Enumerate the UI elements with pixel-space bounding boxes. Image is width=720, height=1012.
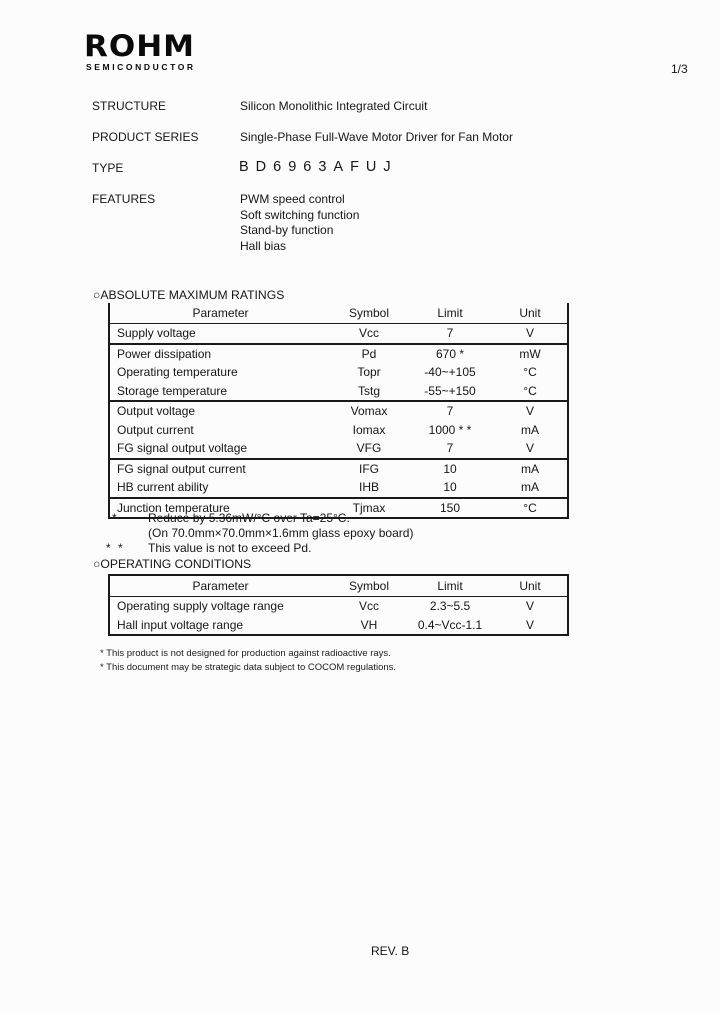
- cell-limit: 7: [407, 439, 493, 459]
- field-label-type: TYPE: [92, 161, 124, 175]
- cell-parameter: Operating supply voltage range: [117, 599, 284, 614]
- cell-unit: V: [493, 439, 568, 459]
- table-row: [109, 344, 568, 364]
- column-header-parameter: Parameter: [109, 303, 331, 324]
- section-title-operating-conditions: ○OPERATING CONDITIONS: [93, 557, 252, 571]
- note-text-derating: Reduce by 5.36mW/°C over Ta=25°C.: [148, 511, 350, 525]
- note-marker-double-asterisk: * *: [106, 541, 125, 555]
- cell-limit: 7: [446, 404, 454, 419]
- field-value-type: BD6963AFUJ: [239, 159, 398, 175]
- column-header-limit: Limit: [407, 575, 493, 597]
- cell-symbol: Vomax: [350, 404, 388, 419]
- revision-label: REV. B: [371, 944, 410, 958]
- cell-unit: V: [525, 617, 534, 632]
- footer-note-cocom: * This document may be strategic data subject to COCOM regulations.: [100, 662, 397, 673]
- cell-unit: V: [525, 404, 534, 419]
- feature-item: Soft switching function: [240, 207, 360, 222]
- cell-parameter: Storage temperature: [109, 382, 331, 402]
- cell-symbol: VH: [360, 617, 378, 632]
- cell-parameter: Power dissipation: [117, 346, 212, 361]
- table-row: [109, 478, 568, 498]
- cell-parameter: FG signal output voltage: [109, 439, 331, 459]
- cell-limit: -55~+150: [407, 382, 493, 402]
- cell-symbol: IFG: [359, 461, 379, 476]
- field-value-structure: Silicon Monolithic Integrated Circuit: [240, 99, 428, 113]
- cell-parameter: FG signal output current: [117, 461, 246, 476]
- column-header-unit: Unit: [493, 303, 568, 324]
- logo-subtitle: SEMICONDUCTOR: [86, 62, 196, 72]
- cell-limit: 0.4~Vcc-1.1: [417, 617, 483, 632]
- field-label-product-series: PRODUCT SERIES: [92, 130, 199, 144]
- cell-unit: mA: [521, 422, 539, 437]
- note-text-pd-limit: This value is not to exceed Pd.: [148, 541, 312, 555]
- cell-limit: 670 *: [435, 346, 465, 361]
- footer-note-radioactive: * This product is not designed for production against radioactive rays.: [100, 648, 391, 659]
- cell-parameter: Output current: [117, 422, 194, 437]
- cell-parameter: HB current ability: [109, 478, 331, 498]
- cell-symbol: IHB: [331, 478, 407, 498]
- cell-parameter: Supply voltage: [109, 324, 331, 344]
- operating-conditions-table: [108, 574, 569, 636]
- cell-limit: 10: [407, 478, 493, 498]
- table-row: [109, 363, 568, 382]
- cell-parameter: Operating temperature: [117, 365, 238, 380]
- cell-limit: 7: [407, 324, 493, 344]
- cell-limit: 150: [439, 500, 461, 515]
- note-text-board: (On 70.0mm×70.0mm×1.6mm glass epoxy board): [148, 526, 414, 540]
- cell-symbol: VFG: [331, 439, 407, 459]
- column-header-parameter: Parameter: [109, 575, 331, 597]
- table-row: [109, 324, 568, 344]
- table-row: [109, 382, 568, 402]
- field-value-product-series: Single-Phase Full-Wave Motor Driver for Fan Motor: [240, 130, 513, 144]
- table-row: [109, 459, 568, 479]
- table-header-row: [109, 575, 568, 597]
- column-header-unit: Unit: [493, 575, 568, 597]
- table-row: [109, 421, 568, 440]
- cell-limit: 10: [443, 461, 457, 476]
- column-header-symbol: Symbol: [331, 575, 407, 597]
- cell-unit: mA: [493, 478, 568, 498]
- feature-item: PWM speed control: [240, 192, 345, 206]
- cell-symbol: Iomax: [352, 422, 386, 437]
- table-row: [109, 616, 568, 636]
- cell-symbol: Pd: [361, 346, 377, 361]
- cell-symbol: Tstg: [331, 382, 407, 402]
- cell-symbol: Tjmax: [352, 500, 386, 515]
- column-header-limit: Limit: [407, 303, 493, 324]
- cell-limit: 1000 * *: [428, 422, 472, 437]
- cell-unit: °C: [523, 365, 537, 380]
- column-header-symbol: Symbol: [331, 303, 407, 324]
- field-label-structure: STRUCTURE: [92, 99, 166, 113]
- note-marker-single-asterisk: *: [112, 511, 119, 525]
- absolute-maximum-ratings-table: [108, 303, 569, 519]
- cell-symbol: Vcc: [331, 324, 407, 344]
- section-title-absolute-maximum-ratings: ○ABSOLUTE MAXIMUM RATINGS: [93, 288, 285, 302]
- cell-unit: V: [493, 324, 568, 344]
- page-number: 1/3: [671, 62, 688, 76]
- cell-unit: mA: [521, 461, 539, 476]
- cell-unit: mW: [519, 346, 541, 361]
- cell-parameter: Output voltage: [117, 404, 196, 419]
- cell-unit: °C: [493, 382, 568, 402]
- field-label-features: FEATURES: [92, 192, 156, 206]
- features-list: [240, 192, 359, 254]
- table-header-row: [109, 303, 568, 324]
- table-row: [109, 439, 568, 459]
- cell-parameter: Hall input voltage range: [117, 617, 244, 632]
- cell-symbol: Vcc: [358, 599, 379, 614]
- feature-item: Hall bias: [240, 238, 287, 253]
- cell-unit: °C: [523, 500, 537, 515]
- rohm-logo: ROHM: [84, 29, 196, 64]
- table-row: [109, 401, 568, 421]
- table-row: [109, 597, 568, 616]
- cell-limit: -40~+105: [424, 365, 476, 380]
- cell-limit: 2.3~5.5: [429, 599, 471, 614]
- cell-parameter: Junction temperature: [117, 500, 230, 515]
- cell-unit: V: [525, 599, 534, 614]
- feature-item: Stand-by function: [240, 223, 334, 237]
- cell-symbol: Topr: [357, 365, 381, 380]
